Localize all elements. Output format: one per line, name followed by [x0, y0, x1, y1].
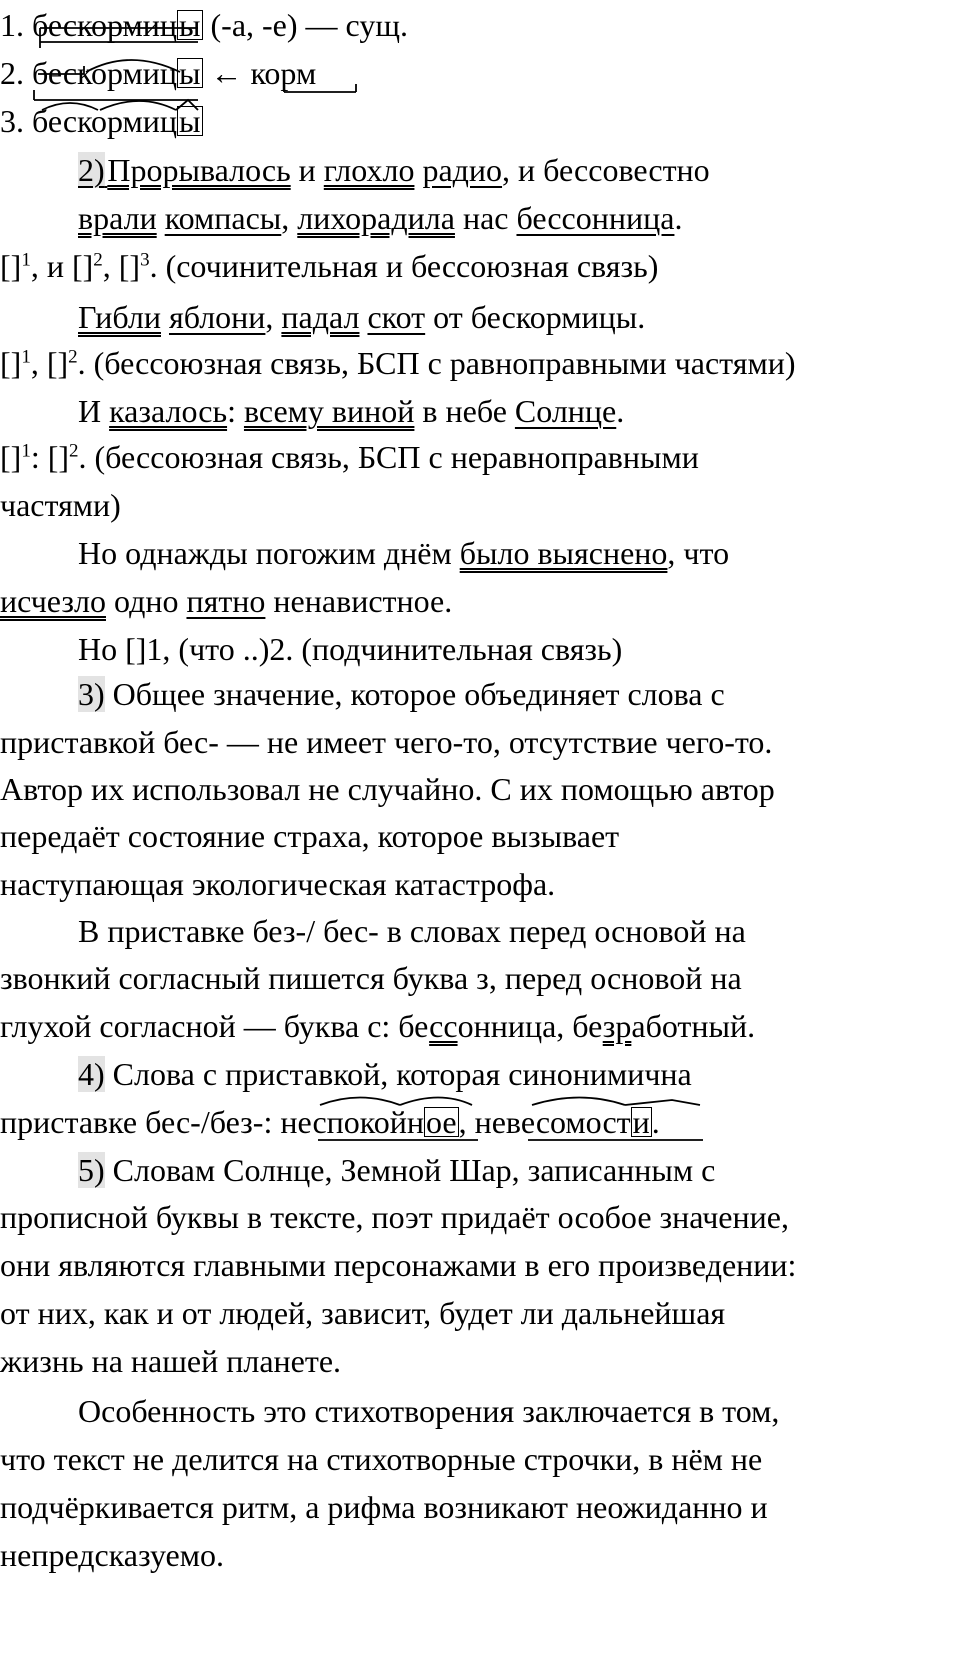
sentence-1-line-1: 2) Прорывалось и глохло радио, и бессовестно	[78, 152, 710, 188]
task3-p2-line-2: звонкий согласный пишется буква з, перед основой на	[0, 960, 742, 996]
morph-line-1: 1. бескормицы (-а, -е) — сущ.	[0, 7, 408, 43]
morph-line-2: 2. бескормицы ← корм	[0, 55, 317, 91]
morph-line-3: 3. бескормицы	[0, 103, 201, 139]
scheme-3-cont: частями)	[0, 487, 121, 523]
ending-box: ы	[179, 7, 201, 43]
task-label-5: 5)	[78, 1152, 105, 1188]
task5-p2-line-1: Особенность это стихотворения заключается в том,	[78, 1393, 780, 1429]
scheme-2: []$^1$, []$^2$. (бессоюзная связь, БСП с равноправными частями)	[0, 345, 796, 381]
task5-p2-line-2: что текст не делится на стихотворные строчки, в нём не	[0, 1441, 763, 1477]
ending-box: ы	[179, 103, 201, 139]
task3-line-1: 3) Общее значение, которое объединяет слова с	[78, 676, 725, 712]
task5-line-3: они являются главными персонажами в его произведении:	[0, 1247, 797, 1283]
ending-box: ы	[179, 55, 201, 91]
sentence-3: И казалось: всему виной в небе Солнце.	[78, 393, 625, 429]
task3-line-2: приставкой бес- — не имеет чего-то, отсутствие чего-то.	[0, 724, 773, 760]
source-word: корм	[250, 55, 317, 91]
task5-line-5: жизнь на нашей планете.	[0, 1343, 342, 1379]
task-label-2: 2)	[78, 152, 105, 188]
task5-line-1: 5) Словам Солнце, Земной Шар, записанным с	[78, 1152, 716, 1188]
task4-line-1: 4) Слова с приставкой, которая синонимична	[78, 1056, 692, 1092]
task4-line-2: приставке бес-/без-: неспокойное, невесомости.	[0, 1104, 660, 1140]
task-label-4: 4)	[78, 1056, 105, 1092]
task-label-3: 3)	[78, 676, 105, 712]
task5-line-4: от них, как и от людей, зависит, будет ли дальнейшая	[0, 1295, 726, 1331]
scheme-4: Но []1, (что ..)2. (подчинительная связь)	[78, 631, 623, 667]
scheme-3: []$^1$: []$^2$. (бессоюзная связь, БСП с неравноправными	[0, 439, 699, 475]
task3-line-3: Автор их использовал не случайно. С их помощью автор	[0, 771, 775, 807]
sentence-4-line-1: Но однажды погожим днём было выяснено, что	[78, 535, 730, 571]
task5-p2-line-3: подчёркивается ритм, а рифма возникают неожиданно и	[0, 1489, 768, 1525]
sentence-4-line-2: исчезло одно пятно ненавистное.	[0, 583, 453, 619]
sentence-1-line-2: врали компасы, лихорадила нас бессонница.	[78, 200, 683, 236]
stem: бескормиц	[32, 7, 177, 43]
task3-p2-line-3: глухой согласной — буква с: бессонница, безработный.	[0, 1008, 756, 1044]
ending-box: ое	[425, 1104, 457, 1140]
task3-line-4: передаёт состояние страха, которое вызывает	[0, 818, 620, 854]
task3-line-5: наступающая экологическая катастрофа.	[0, 866, 556, 902]
ending-box: и	[632, 1104, 650, 1140]
task3-p2-line-1: В приставке без-/ бес- в словах перед основой на	[78, 913, 746, 949]
scheme-1: []$^1$, и []$^2$, []$^3$. (сочинительная и бессоюзная связь)	[0, 248, 659, 284]
task5-line-2: прописной буквы в тексте, поэт придаёт особое значение,	[0, 1199, 789, 1235]
sentence-2: Гибли яблони, падал скот от бескормицы.	[78, 299, 646, 335]
task5-p2-line-4: непредсказуемо.	[0, 1537, 224, 1573]
